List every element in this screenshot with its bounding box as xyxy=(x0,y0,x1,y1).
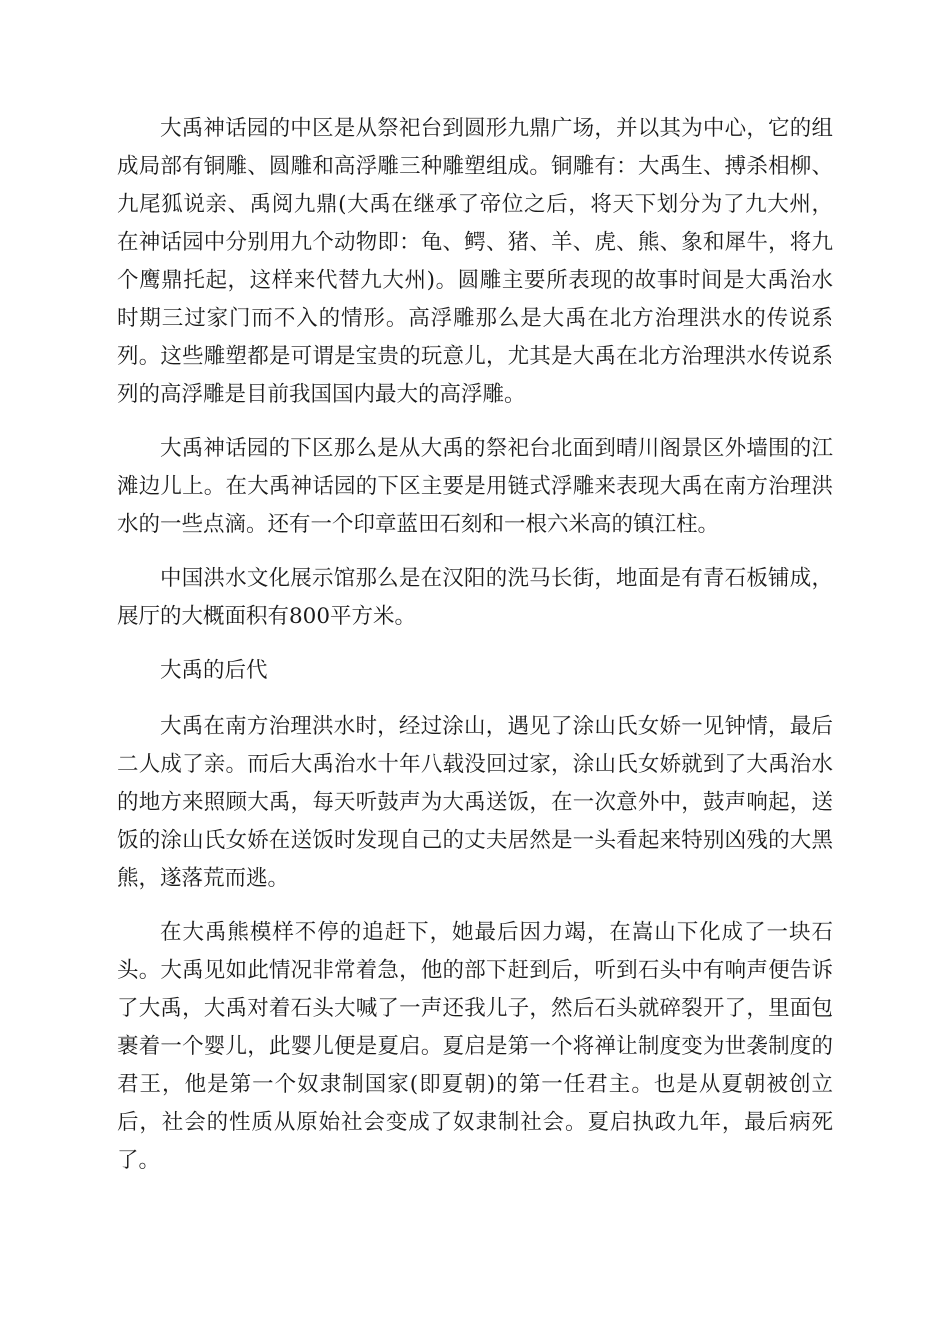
paragraph-xia-qi: 在大禹熊模样不停的追赶下，她最后因力竭，在嵩山下化成了一块石头。大禹见如此情况非常着急，他的部下赶到后，听到石头中有响声便告诉了大禹，大禹对着石头大喊了一声还我儿子，然后石头就碎裂开了，里面包裹着一个婴儿，此婴儿便是夏启。夏启是第一个将禅让制度变为世袭制度的君王，他是第一个奴隶制国家(即夏朝)的第一任君主。也是从夏朝被创立后，社会的性质从原始社会变成了奴隶制社会。夏启执政九年，最后病死了。 xyxy=(117,920,833,1173)
section-heading-descendants: 大禹的后代 xyxy=(160,658,268,683)
paragraph-central-area: 大禹神话园的中区是从祭祀台到圆形九鼎广场，并以其为中心，它的组成局部有铜雕、圆雕和高浮雕三种雕塑组成。铜雕有：大禹生、搏杀相柳、九尾狐说亲、禹阅九鼎(大禹在继承了帝位之后，将天下划分为了九大州，在神话园中分别用九个动物即：龟、鳄、猪、羊、虎、熊、象和犀牛，将九个鹰鼎托起，这样来代替九大州)。圆雕主要所表现的故事时间是大禹治水时期三过家门而不入的情形。高浮雕那么是大禹在北方治理洪水的传说系列。这些雕塑都是可谓是宝贵的玩意儿，尤其是大禹在北方治理洪水传说系列的高浮雕是目前我国国内最大的高浮雕。 xyxy=(117,116,833,407)
paragraph-flood-culture-hall: 中国洪水文化展示馆那么是在汉阳的洗马长街，地面是有青石板铺成，展厅的大概面积有800平方米。 xyxy=(117,566,833,629)
document-body xyxy=(117,110,833,1196)
paragraph-tushan-story: 大禹在南方治理洪水时，经过涂山，遇见了涂山氏女娇一见钟情，最后二人成了亲。而后大禹治水十年八载没回过家，涂山氏女娇就到了大禹治水的地方来照顾大禹，每天听鼓声为大禹送饭，在一次意外中，鼓声响起，送饭的涂山氏女娇在送饭时发现自己的丈夫居然是一头看起来特别凶残的大黑熊，遂落荒而逃。 xyxy=(117,714,833,891)
paragraph-lower-area: 大禹神话园的下区那么是从大禹的祭祀台北面到晴川阁景区外墙围的江滩边儿上。在大禹神话园的下区主要是用链式浮雕来表现大禹在南方治理洪水的一些点滴。还有一个印章蓝田石刻和一根六米高的镇江柱。 xyxy=(117,436,833,537)
